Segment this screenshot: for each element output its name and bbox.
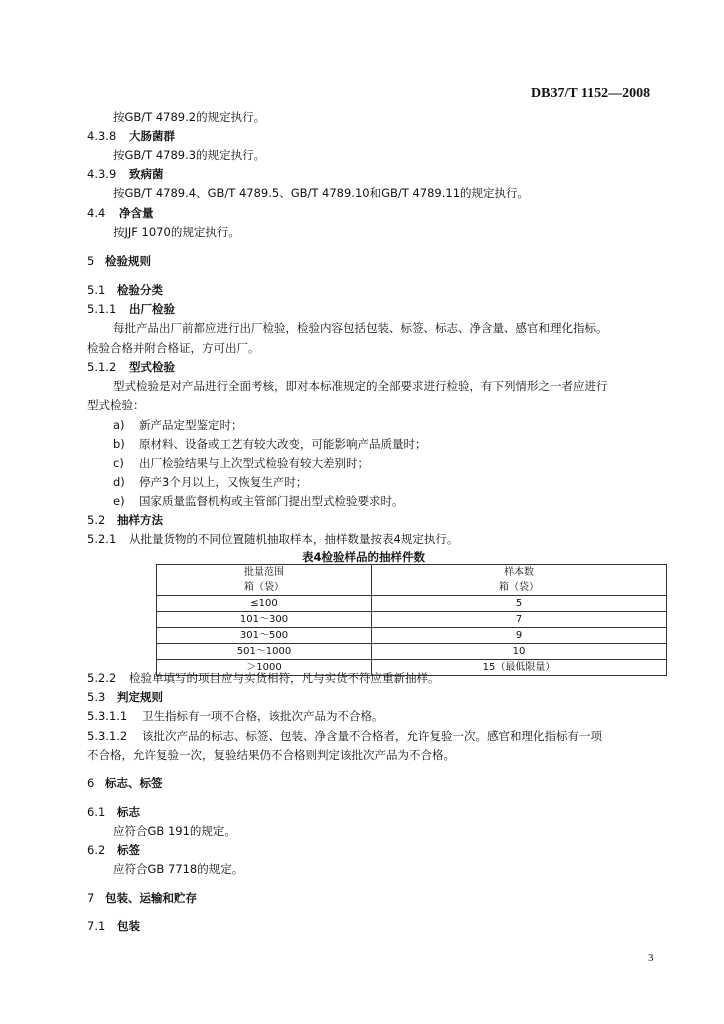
section-heading: 4.4 净含量 (87, 206, 154, 220)
table-row (157, 612, 667, 628)
body-line: 每批产品出厂前都应进行出厂检验，检验内容包括包装、标签、标志、净含量、感官和理化指标。 (113, 321, 608, 335)
body-line: 不合格，允许复验一次，复验结果仍不合格则判定该批次产品为不合格。 (87, 748, 455, 762)
sampling-table (156, 564, 667, 676)
body-line: 应符合GB 191的规定。 (113, 824, 236, 838)
body-line: 检验合格并附合格证，方可出厂。 (87, 341, 260, 355)
body-line: 按GB/T 4789.4、GB/T 4789.5、GB/T 4789.10和GB/T 4789.11的规定执行。 (113, 186, 530, 200)
body-line: 按GB/T 4789.2的规定执行。 (113, 110, 266, 124)
body-line: 型式检验： (87, 398, 145, 412)
list-item: b) 原材料、设备或工艺有较大改变，可能影响产品质量时； (113, 437, 427, 451)
header-cell-range: 批量范围 箱（袋） (157, 565, 372, 596)
range-cell: 101～300 (157, 612, 372, 628)
range-cell: ≤100 (157, 596, 372, 612)
range-cell: ＞1000 (157, 660, 372, 676)
document-id: DB37/T 1152—2008 (531, 86, 651, 101)
section-heading: 5.1 检验分类 (87, 283, 163, 297)
section-heading: 6.2 标签 (87, 843, 140, 857)
section-heading: 4.3.9 致病菌 (87, 167, 164, 181)
body-line: 5.3.1.2 该批次产品的标志、标签、包装、净含量不合格者，允许复验一次。感官和理化指标有一项 (87, 729, 602, 743)
body-line: 型式检验是对产品进行全面考核，即对本标准规定的全部要求进行检验，有下列情形之一者应进行 (113, 379, 608, 393)
section-heading: 4.3.8 大肠菌群 (87, 129, 175, 143)
body-line: 5.3.1.1 卫生指标有一项不合格，该批次产品为不合格。 (87, 709, 384, 723)
range-cell: 301～500 (157, 628, 372, 644)
body-line: 5.2.1 从批量货物的不同位置随机抽取样本，抽样数量按表4规定执行。 (87, 532, 459, 546)
table-row (157, 596, 667, 612)
sample-cell: 7 (372, 612, 667, 628)
section-heading: 7.1 包装 (87, 919, 140, 933)
section-heading: 5.2 抽样方法 (87, 513, 163, 527)
sample-cell: 5 (372, 596, 667, 612)
page-number: 3 (648, 952, 654, 964)
sample-cell: 9 (372, 628, 667, 644)
sample-cell: 10 (372, 644, 667, 660)
chapter-heading: 7 包装、运输和贮存 (87, 891, 197, 905)
sample-cell: 15（最低限量） (372, 660, 667, 676)
table-row (157, 644, 667, 660)
list-item: a) 新产品定型鉴定时； (113, 418, 243, 432)
body-line: 按JJF 1070的规定执行。 (113, 225, 240, 239)
range-cell: 501～1000 (157, 644, 372, 660)
section-heading: 6.1 标志 (87, 805, 140, 819)
list-item: e) 国家质量监督机构或主管部门提出型式检验要求时。 (113, 494, 404, 508)
body-line: 按GB/T 4789.3的规定执行。 (113, 148, 266, 162)
section-heading: 5.1.2 型式检验 (87, 360, 175, 374)
section-heading: 5.1.1 出厂检验 (87, 302, 175, 316)
body-line: 5.2.2 检验单填写的项目应与实货相符，凡与实货不符应重新抽样。 (87, 671, 440, 685)
table-header-row (157, 565, 667, 596)
header-cell-sample: 样本数 箱（袋） (372, 565, 667, 596)
table-row (157, 628, 667, 644)
section-heading: 5.3 判定规则 (87, 690, 163, 704)
chapter-heading: 5 检验规则 (87, 254, 151, 268)
table-caption: 表4检验样品的抽样件数 (302, 550, 426, 564)
list-item: d) 停产3个月以上，又恢复生产时； (113, 475, 308, 489)
chapter-heading: 6 标志、标签 (87, 776, 163, 790)
body-line: 应符合GB 7718的规定。 (113, 862, 244, 876)
list-item: c) 出厂检验结果与上次型式检验有较大差别时； (113, 456, 369, 470)
